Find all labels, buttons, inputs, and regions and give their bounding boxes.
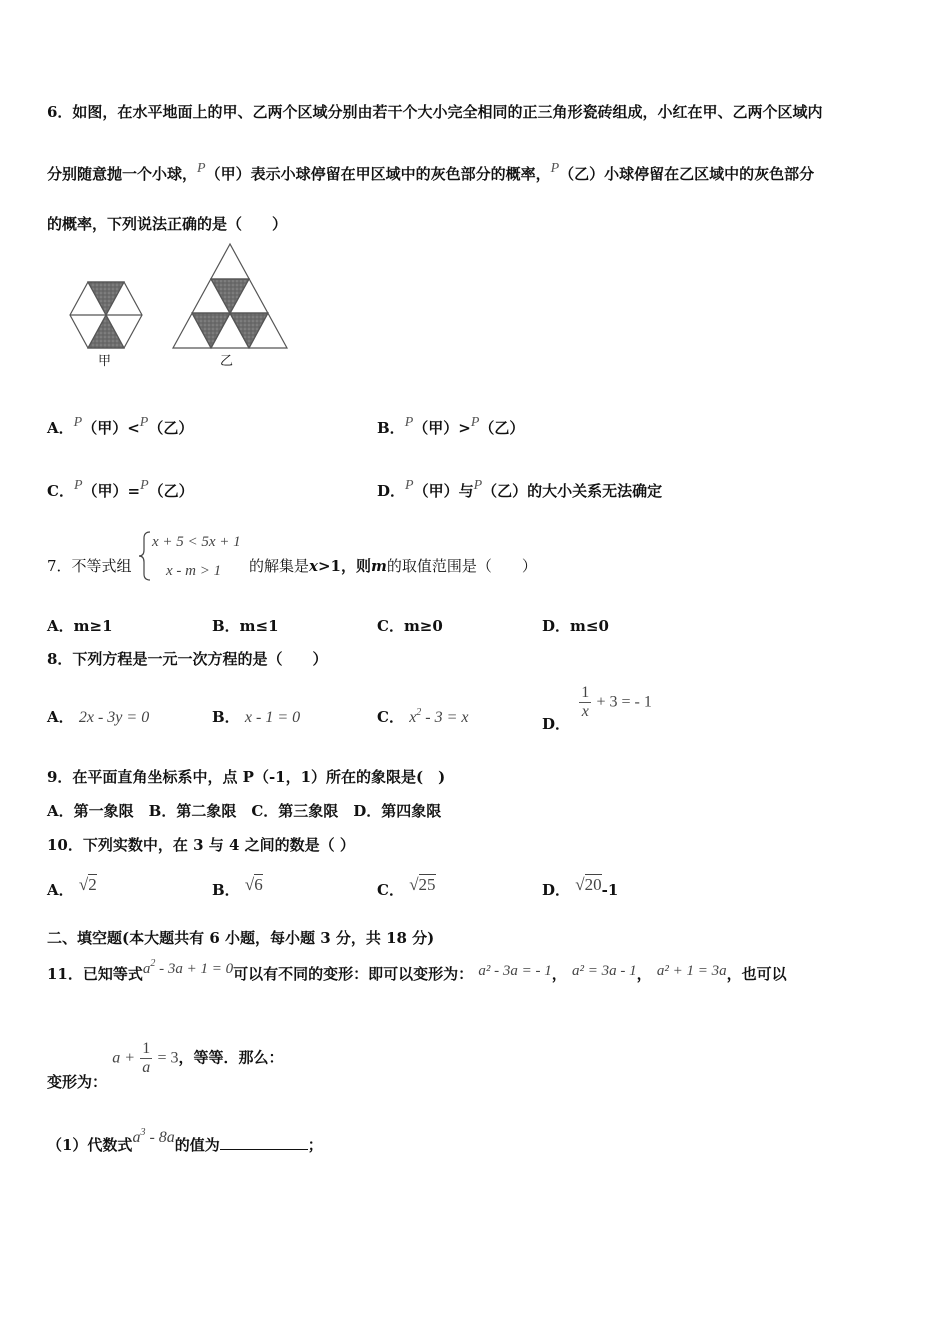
q10-stem: 10．下列实数中，在 3 与 4 之间的数是（ ） — [47, 836, 355, 854]
q7-option-c[interactable]: C．m≥0 — [377, 617, 443, 635]
q8-option-d[interactable]: D． $\frac{1}{x}$ + 3 = - 1 — [542, 684, 652, 733]
q7-option-b[interactable]: B．m≤1 — [212, 617, 279, 635]
q6-option-b[interactable]: B．P（甲）>P（乙） — [377, 415, 525, 437]
q8-stem: 8．下列方程是一元一次方程的是（ ） — [47, 650, 328, 668]
figure-label-yi: 乙 — [220, 354, 234, 369]
figure-label-jia: 甲 — [98, 354, 112, 369]
q7-prefix: 7．不等式组 — [47, 557, 132, 575]
q8-option-c[interactable]: C． $x^2 - 3 = x$ — [377, 707, 469, 726]
q7-inequality-2: x - m > 1 — [166, 563, 222, 579]
q6-line3: 的概率，下列说法正确的是（ ） — [47, 215, 288, 233]
q7-option-d[interactable]: D．m≤0 — [542, 617, 609, 635]
triangle-yi — [173, 244, 287, 348]
q10-option-b[interactable]: B． √6 — [212, 875, 263, 899]
q8-option-b[interactable]: B． x - 1 = 0 — [212, 708, 301, 726]
answer-blank[interactable] — [220, 1135, 308, 1150]
q10-option-c[interactable]: C． √25 — [377, 875, 436, 899]
tile-figure — [60, 240, 300, 375]
q6-line2: 分别随意抛一个小球，P（甲）表示小球停留在甲区域中的灰色部分的概率，P（乙）小球停留在乙区域中的灰色部分 — [47, 161, 815, 183]
q8-option-a[interactable]: A． 2x - 3y = 0 — [47, 708, 150, 726]
q6-line1: 6．如图，在水平地面上的甲、乙两个区域分别由若干个大小完全相同的正三角形瓷砖组成，小红在甲、乙两个区域内 — [47, 103, 823, 121]
hexagon-jia — [70, 282, 142, 348]
q7-suffix: 的解集是x>1，则m的取值范围是（ ） — [249, 557, 537, 575]
section-heading: 二、填空题(本大题共有 6 小题，每小题 3 分，共 18 分) — [47, 929, 435, 947]
q9-stem: 9．在平面直角坐标系中，点 P（-1，1）所在的象限是( ) — [47, 768, 446, 786]
q6-option-d[interactable]: D．P（甲）与P（乙）的大小关系无法确定 — [377, 478, 663, 500]
system-brace — [138, 530, 152, 582]
q6-option-a[interactable]: A．P（甲）<P（乙） — [47, 415, 194, 437]
q11-line1: 11．已知等式$a^2 - 3a + 1 = 0$可以有不同的变形：即可以变形为： a² - 3a = - 1， a² = 3a - 1， a² + 1 = 3a，也可以 — [47, 958, 787, 983]
q11-line2: 变形为： a + $\frac{1}{a}$ = 3，等等．那么： — [47, 1040, 284, 1091]
q7-option-a[interactable]: A．m≥1 — [47, 617, 113, 635]
q7-inequality-1: x + 5 < 5x + 1 — [152, 534, 241, 550]
q11-sub1: （1）代数式$a^3 - 8a$的值为 ； — [47, 1127, 323, 1154]
q10-option-a[interactable]: A． √2 — [47, 875, 97, 899]
q10-option-d[interactable]: D． √20-1 — [542, 875, 619, 899]
q6-option-c[interactable]: C．P（甲）=P（乙） — [47, 478, 194, 500]
q9-options[interactable]: A．第一象限 B．第二象限 C．第三象限 D．第四象限 — [47, 802, 442, 820]
